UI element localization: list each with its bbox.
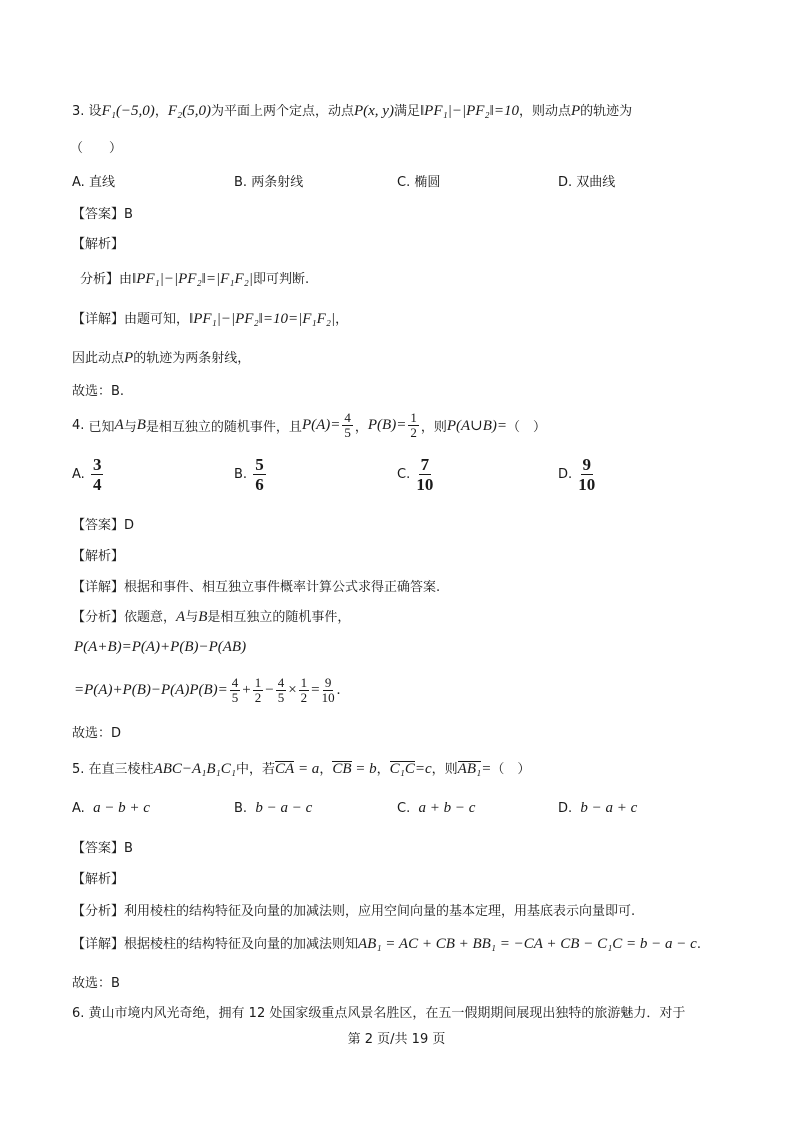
fraction-denominator: 4 xyxy=(92,475,102,494)
question-number: 3. xyxy=(72,104,85,119)
option-d[interactable] xyxy=(558,455,597,494)
vector-ab1: AB₁ xyxy=(457,761,482,777)
option-d[interactable] xyxy=(558,171,615,190)
q5-analysis-head: 【解析】 xyxy=(72,872,125,887)
q4-stem xyxy=(72,407,546,443)
analysis-text: 是相互独立的随机事件， xyxy=(207,610,351,625)
point-p: P xyxy=(124,350,134,366)
point-p: P(x, y) xyxy=(353,103,394,119)
fraction-numerator: 3 xyxy=(92,455,102,474)
q4-formula-line2 xyxy=(74,670,340,710)
stem-text: 已知 xyxy=(88,419,115,435)
fraction-denominator: 2 xyxy=(254,689,262,705)
option-text: a + b − c xyxy=(418,800,476,816)
operator: = xyxy=(481,761,492,777)
point-p: P xyxy=(570,103,581,119)
analysis-text: 【分析】依题意， xyxy=(72,610,177,625)
detail-formula: AB₁ = AC + CB + BB₁ = −CA + CB − C₁C = b − a − c xyxy=(358,936,697,952)
fraction xyxy=(230,676,241,705)
q5-analysis: 【分析】利用棱柱的结构特征及向量的加减法则，应用空间向量的基本定理，用基底表示向量即可. xyxy=(72,904,636,919)
q4-choose: 故选：D xyxy=(72,726,122,741)
answer-paren: （ ） xyxy=(491,762,531,777)
point-f2: F₂(5,0) xyxy=(167,103,211,119)
option-c[interactable] xyxy=(397,800,475,817)
fraction-denominator: 6 xyxy=(255,475,264,494)
fraction-pa xyxy=(342,411,353,440)
fraction xyxy=(299,676,310,705)
option-label: D. xyxy=(558,467,573,482)
option-d[interactable] xyxy=(558,800,637,817)
fraction-numerator: 1 xyxy=(254,674,262,690)
q5-detail xyxy=(72,933,701,953)
stem-text: 黄山市境内风光奇绝，拥有 12 处国家级重点风景名胜区，在五一假期期间展现出独特的旅游魅力．对于 xyxy=(88,1006,686,1021)
fraction-denominator: 2 xyxy=(300,689,308,705)
q6-stem xyxy=(72,1002,685,1021)
prism-name: ABC−A₁B₁C₁ xyxy=(153,761,236,777)
option-text: 两条射线 xyxy=(251,175,304,190)
prob-union: P(A∪B)= xyxy=(446,417,508,434)
stem-text: 是相互独立的随机事件，且 xyxy=(145,419,302,435)
event-a: A xyxy=(176,609,186,625)
prob-b: P(B)= xyxy=(367,416,407,433)
fraction-denominator: 5 xyxy=(277,689,285,705)
operator: = xyxy=(311,681,320,698)
operator: × xyxy=(288,681,297,698)
fraction-pb xyxy=(408,411,419,440)
event-b: B xyxy=(198,609,208,625)
q4-analysis-head: 【解析】 xyxy=(72,549,125,564)
period: . xyxy=(336,681,341,698)
q3-answer: 【答案】B xyxy=(72,207,133,222)
q3-analysis-head: 【解析】 xyxy=(72,237,125,252)
event-b: B xyxy=(136,416,146,433)
option-text: b − a − c xyxy=(255,800,313,816)
option-a[interactable] xyxy=(72,171,115,190)
option-c[interactable] xyxy=(397,455,435,494)
analysis-text: 分析】由 xyxy=(80,272,133,287)
option-fraction xyxy=(578,455,595,494)
formula-text: =P(A)+P(B)−P(A)P(B)= xyxy=(74,681,228,698)
separator: ， xyxy=(376,762,390,777)
question-number: 5. xyxy=(72,762,85,777)
analysis-formula: ‖PF₁|−|PF₂‖=|F₁F₂| xyxy=(132,271,254,287)
fraction-numerator: 4 xyxy=(277,674,285,690)
q5-choose: 故选：B xyxy=(72,976,120,991)
stem-text: ，则动点 xyxy=(518,104,571,119)
option-label: C. xyxy=(397,467,411,482)
q3-choose: 故选：B. xyxy=(72,384,125,399)
vector-ca: CA xyxy=(275,761,295,777)
fraction-denominator: 10 xyxy=(321,689,335,705)
option-b[interactable] xyxy=(234,800,312,817)
page-footer: 第 2 页/共 19 页 xyxy=(347,1032,446,1047)
stem-text: 在直三棱柱 xyxy=(88,762,154,777)
fraction-numerator: 1 xyxy=(300,674,308,690)
q4-analysis xyxy=(72,606,350,626)
option-text: b − a + c xyxy=(580,800,638,816)
q4-detail: 【详解】根据和事件、相互独立事件概率计算公式求得正确答案. xyxy=(72,580,441,595)
option-label: A. xyxy=(72,175,85,190)
analysis-text: 即可判断. xyxy=(253,272,310,287)
q4-formula-line1: P(A+B)=P(A)+P(B)−P(AB) xyxy=(74,639,247,655)
option-text: 直线 xyxy=(88,175,115,190)
fraction xyxy=(253,676,264,705)
detail-formula: ‖PF₁|−|PF₂‖=10=|F₁F₂| xyxy=(189,311,336,327)
stem-text: 的轨迹为 xyxy=(580,104,633,119)
q5-stem xyxy=(72,758,530,778)
q4-answer: 【答案】D xyxy=(72,518,135,533)
option-a[interactable] xyxy=(72,800,150,817)
fraction-denominator: 2 xyxy=(410,424,417,440)
fraction-numerator: 4 xyxy=(344,409,351,425)
option-a[interactable] xyxy=(72,455,105,494)
q3-therefore xyxy=(72,347,250,367)
stem-text: ，则 xyxy=(431,762,458,777)
prob-a: P(A)= xyxy=(301,416,341,433)
fraction-numerator: 5 xyxy=(255,455,264,474)
detail-text: ， xyxy=(335,312,349,327)
question-number: 4. xyxy=(72,417,85,433)
operator: + xyxy=(242,681,251,698)
condition-formula: ‖PF₁|−|PF₂‖=10 xyxy=(419,103,519,119)
stem-text: 为平面上两个定点，动点 xyxy=(210,104,354,119)
stem-text: ，则 xyxy=(420,419,447,435)
option-label: D. xyxy=(558,801,573,816)
analysis-text: 与 xyxy=(185,610,199,625)
fraction-denominator: 10 xyxy=(578,475,596,494)
answer-paren: （ ） xyxy=(70,141,123,156)
option-text: 椭圆 xyxy=(414,175,441,190)
separator: ， xyxy=(319,762,333,777)
q5-answer: 【答案】B xyxy=(72,841,133,856)
fraction xyxy=(276,676,287,705)
q3-detail xyxy=(72,308,348,328)
separator: ， xyxy=(354,419,368,435)
stem-text: 设 xyxy=(88,104,102,119)
option-fraction xyxy=(416,455,433,494)
fraction xyxy=(322,676,335,705)
option-label: B. xyxy=(234,175,248,190)
q3-analysis xyxy=(80,268,309,288)
vector-eq: =c xyxy=(414,761,432,777)
operator: − xyxy=(265,681,274,698)
vector-eq: = b xyxy=(351,761,377,777)
therefore-text: 因此动点 xyxy=(72,351,125,366)
period: . xyxy=(696,937,701,952)
fraction-numerator: 9 xyxy=(324,674,332,690)
option-label: A. xyxy=(72,801,85,816)
option-b[interactable] xyxy=(234,171,303,190)
option-c[interactable] xyxy=(397,171,440,190)
vector-eq: = a xyxy=(294,761,320,777)
therefore-text: 的轨迹为两条射线， xyxy=(133,351,251,366)
vector-c1c: C₁C xyxy=(389,761,415,777)
fraction-denominator: 5 xyxy=(344,424,351,440)
option-label: D. xyxy=(558,175,573,190)
point-f1: F₁(−5,0) xyxy=(101,103,155,119)
answer-paren: （ ） xyxy=(507,419,547,435)
stem-text: 与 xyxy=(123,419,137,435)
event-a: A xyxy=(114,416,124,433)
option-label: B. xyxy=(234,801,248,816)
question-number: 6. xyxy=(72,1006,85,1021)
q3-stem xyxy=(72,100,632,120)
fraction-numerator: 7 xyxy=(420,455,430,474)
stem-text: 满足 xyxy=(393,104,420,119)
separator: ， xyxy=(154,104,168,119)
option-text: 双曲线 xyxy=(576,175,616,190)
option-fraction xyxy=(253,455,266,494)
stem-text: 中，若 xyxy=(236,762,276,777)
detail-text: 【详解】根据棱柱的结构特征及向量的加减法则知 xyxy=(72,937,359,952)
option-label: A. xyxy=(72,467,85,482)
option-label: B. xyxy=(234,467,248,482)
option-fraction xyxy=(91,455,104,494)
vector-cb: CB xyxy=(332,761,352,777)
option-label: C. xyxy=(397,801,411,816)
option-text: a − b + c xyxy=(93,800,150,816)
fraction-denominator: 5 xyxy=(231,689,239,705)
fraction-denominator: 10 xyxy=(416,475,434,494)
detail-text: 【详解】由题可知， xyxy=(72,312,190,327)
option-label: C. xyxy=(397,175,411,190)
fraction-numerator: 4 xyxy=(231,674,239,690)
fraction-numerator: 1 xyxy=(410,409,417,425)
option-b[interactable] xyxy=(234,455,268,494)
fraction-numerator: 9 xyxy=(582,455,592,474)
